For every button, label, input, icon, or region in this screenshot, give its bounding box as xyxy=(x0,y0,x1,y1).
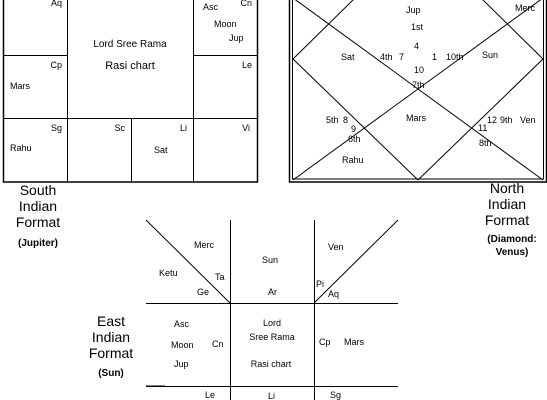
north-n1: 1 xyxy=(432,52,438,62)
south-rahu: Rahu xyxy=(10,143,32,153)
south-caption xyxy=(16,182,60,249)
north-n12: 12 xyxy=(487,115,498,125)
east-cn: Cn xyxy=(212,339,224,349)
east-sun: Sun xyxy=(262,255,279,265)
east-cp: Cp xyxy=(319,337,331,347)
east-le: Le xyxy=(205,390,216,400)
south-caption-line1: South xyxy=(19,182,57,198)
south-asc: Asc xyxy=(203,2,219,12)
south-li-sign: Li xyxy=(179,123,187,133)
north-caption-note1: (Diamond: xyxy=(487,234,537,245)
south-jup: Jup xyxy=(229,33,244,43)
east-ar: Ar xyxy=(268,287,277,297)
east-aq: Aq xyxy=(328,289,340,299)
north-4th: 4th xyxy=(380,52,393,62)
north-9th: 9th xyxy=(500,115,513,125)
south-cn-sign: Cn xyxy=(240,0,252,8)
south-aq-sign: Aq xyxy=(50,0,62,8)
east-caption-line2: Indian xyxy=(91,329,131,345)
east-li: Li xyxy=(268,391,276,400)
east-indian-chart xyxy=(146,220,398,400)
north-caption-line3: Format xyxy=(484,212,530,228)
east-center-title: Lord xyxy=(262,318,282,328)
north-jup: Jup xyxy=(406,5,421,15)
north-n8: 8 xyxy=(343,115,349,125)
south-center-subtitle: Rasi chart xyxy=(105,60,155,72)
north-caption-line1: North xyxy=(489,180,525,196)
north-caption xyxy=(485,180,537,258)
north-10th: 10th xyxy=(446,52,464,62)
north-merc: Merc xyxy=(515,3,535,13)
south-le-sign: Le xyxy=(241,60,252,70)
north-7th: 7th xyxy=(412,80,425,90)
south-caption-note: (Jupiter) xyxy=(18,238,58,249)
north-6th: 6th xyxy=(348,134,361,144)
north-n7: 7 xyxy=(399,52,405,62)
south-vi-sign: Vi xyxy=(242,123,250,133)
north-n9: 9 xyxy=(351,124,357,134)
east-moon: Moon xyxy=(171,340,194,350)
north-n11: 11 xyxy=(478,123,488,133)
south-caption-line3: Format xyxy=(15,214,61,230)
south-mars: Mars xyxy=(10,81,30,91)
east-center-title2: Sree Rama xyxy=(249,332,295,342)
east-asc: Asc xyxy=(174,319,190,329)
east-sg: Sg xyxy=(330,390,342,400)
north-n10: 10 xyxy=(414,65,425,75)
east-ge: Ge xyxy=(197,287,210,297)
south-cp-sign: Cp xyxy=(50,60,62,70)
south-sc-sign: Sc xyxy=(114,123,125,133)
north-sat: Sat xyxy=(341,52,355,62)
north-n4: 4 xyxy=(414,41,420,51)
east-ta: Ta xyxy=(215,272,225,282)
north-5th: 5th xyxy=(326,115,339,125)
north-mars: Mars xyxy=(406,113,426,123)
east-mars: Mars xyxy=(344,337,364,347)
east-ketu: Ketu xyxy=(159,268,178,278)
east-caption xyxy=(89,313,133,379)
north-sun: Sun xyxy=(482,50,499,60)
east-merc: Merc xyxy=(194,240,214,250)
north-1st: 1st xyxy=(411,22,424,32)
east-jup: Jup xyxy=(174,359,189,369)
north-caption-note2: Venus) xyxy=(495,247,529,258)
north-caption-line2: Indian xyxy=(487,196,527,212)
south-center-box xyxy=(68,0,193,118)
south-center-title: Lord Sree Rama xyxy=(93,39,167,50)
south-sat: Sat xyxy=(154,145,168,155)
east-ven: Ven xyxy=(328,242,344,252)
east-center-subtitle: Rasi chart xyxy=(250,359,292,369)
east-caption-line1: East xyxy=(96,313,126,329)
east-pi: Pi xyxy=(316,279,325,289)
east-caption-line3: Format xyxy=(88,345,134,361)
south-sg-sign: Sg xyxy=(50,123,62,133)
north-ven: Ven xyxy=(520,115,536,125)
south-moon: Moon xyxy=(214,19,237,29)
north-8th: 8th xyxy=(479,138,492,148)
south-caption-line2: Indian xyxy=(18,198,58,214)
north-rahu: Rahu xyxy=(342,155,364,165)
east-caption-note: (Sun) xyxy=(98,368,124,379)
